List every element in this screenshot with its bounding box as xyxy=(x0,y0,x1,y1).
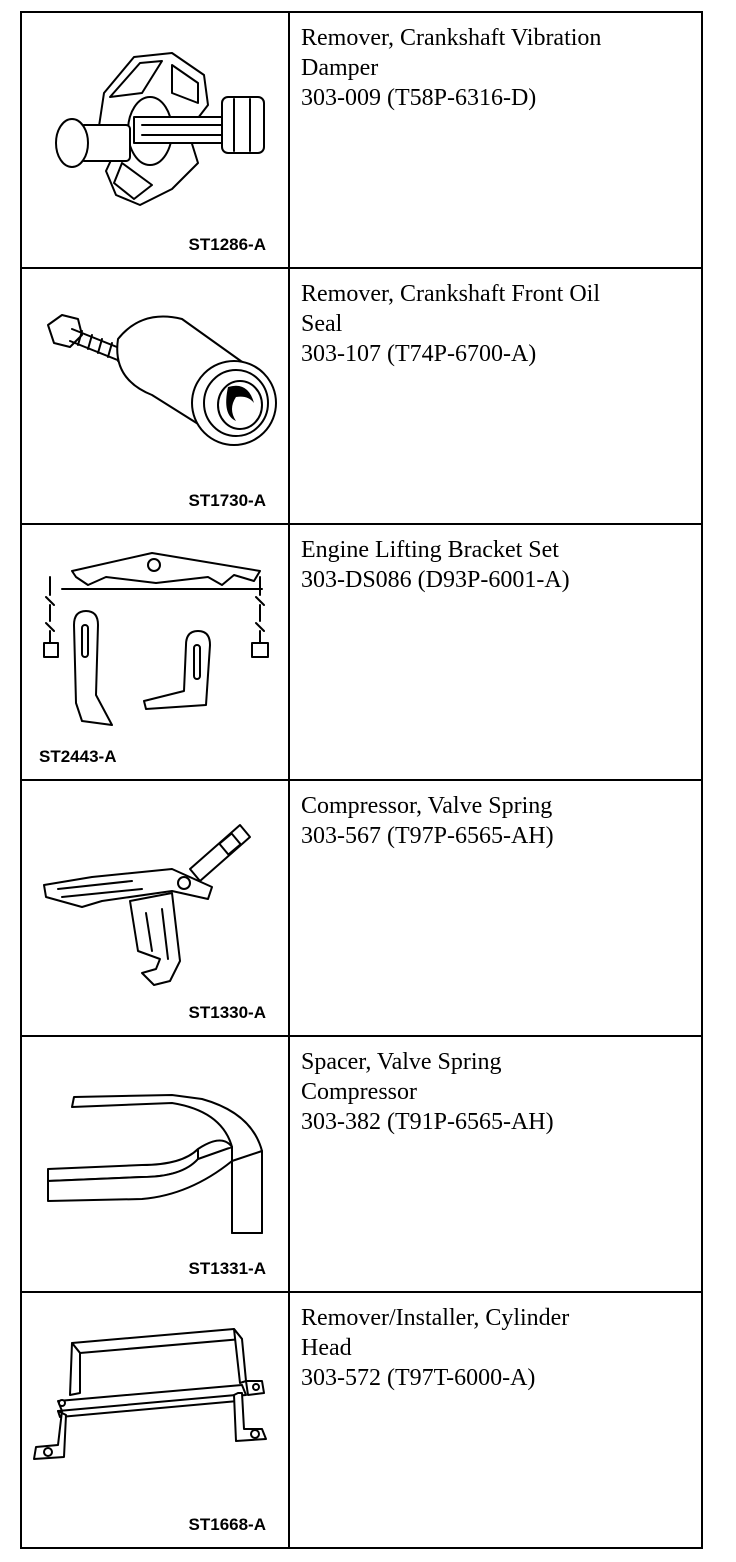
tool-part-number: 303-DS086 (D93P-6001-A) xyxy=(301,567,570,593)
illustration-code: ST1286-A xyxy=(188,235,266,254)
tool-part-number: 303-009 (T58P-6316-D) xyxy=(301,85,537,111)
valve-spring-spacer-icon xyxy=(22,1037,288,1293)
illustration-code: ST1330-A xyxy=(188,1003,266,1022)
illustration-code: ST1730-A xyxy=(188,491,266,510)
tool-name-continued: Seal xyxy=(301,311,343,337)
tool-part-number: 303-382 (T91P-6565-AH) xyxy=(301,1109,554,1135)
tool-name-continued: Compressor xyxy=(301,1079,417,1105)
illustration-code: ST2443-A xyxy=(39,747,117,766)
special-tools-table xyxy=(20,11,703,1549)
tool-description-cell xyxy=(289,12,702,268)
cylinder-head-bracket-icon xyxy=(22,1293,288,1549)
table-row xyxy=(21,524,702,780)
table-row xyxy=(21,1292,702,1548)
tool-name-continued: Head xyxy=(301,1335,352,1361)
tool-description-cell xyxy=(289,524,702,780)
tool-name: Engine Lifting Bracket Set xyxy=(301,537,559,563)
tool-illustration-cell xyxy=(21,268,289,524)
tool-description-cell xyxy=(289,780,702,1036)
tool-illustration-cell xyxy=(21,12,289,268)
table-row xyxy=(21,268,702,524)
tool-illustration-cell xyxy=(21,1292,289,1548)
tool-part-number: 303-107 (T74P-6700-A) xyxy=(301,341,537,367)
tool-name: Compressor, Valve Spring xyxy=(301,793,553,819)
tool-illustration-cell xyxy=(21,524,289,780)
tool-part-number: 303-567 (T97P-6565-AH) xyxy=(301,823,554,849)
tool-description-cell xyxy=(289,1036,702,1292)
tool-name: Remover/Installer, Cylinder xyxy=(301,1305,570,1331)
lifting-bracket-set-icon xyxy=(22,525,288,781)
tool-name: Remover, Crankshaft Vibration xyxy=(301,25,602,51)
table-row xyxy=(21,12,702,268)
tool-description-cell xyxy=(289,1292,702,1548)
illustration-code: ST1668-A xyxy=(188,1515,266,1534)
valve-spring-compressor-icon xyxy=(22,781,288,1037)
tool-illustration-cell xyxy=(21,780,289,1036)
illustration-code: ST1331-A xyxy=(188,1259,266,1278)
tool-part-number: 303-572 (T97T-6000-A) xyxy=(301,1365,536,1391)
vibration-damper-remover-icon xyxy=(22,13,288,269)
tool-name: Remover, Crankshaft Front Oil xyxy=(301,281,600,307)
oil-seal-remover-icon xyxy=(22,269,288,525)
tool-description-cell xyxy=(289,268,702,524)
table-row xyxy=(21,1036,702,1292)
tool-name: Spacer, Valve Spring xyxy=(301,1049,502,1075)
tool-name-continued: Damper xyxy=(301,55,379,81)
tool-illustration-cell xyxy=(21,1036,289,1292)
table-row xyxy=(21,780,702,1036)
